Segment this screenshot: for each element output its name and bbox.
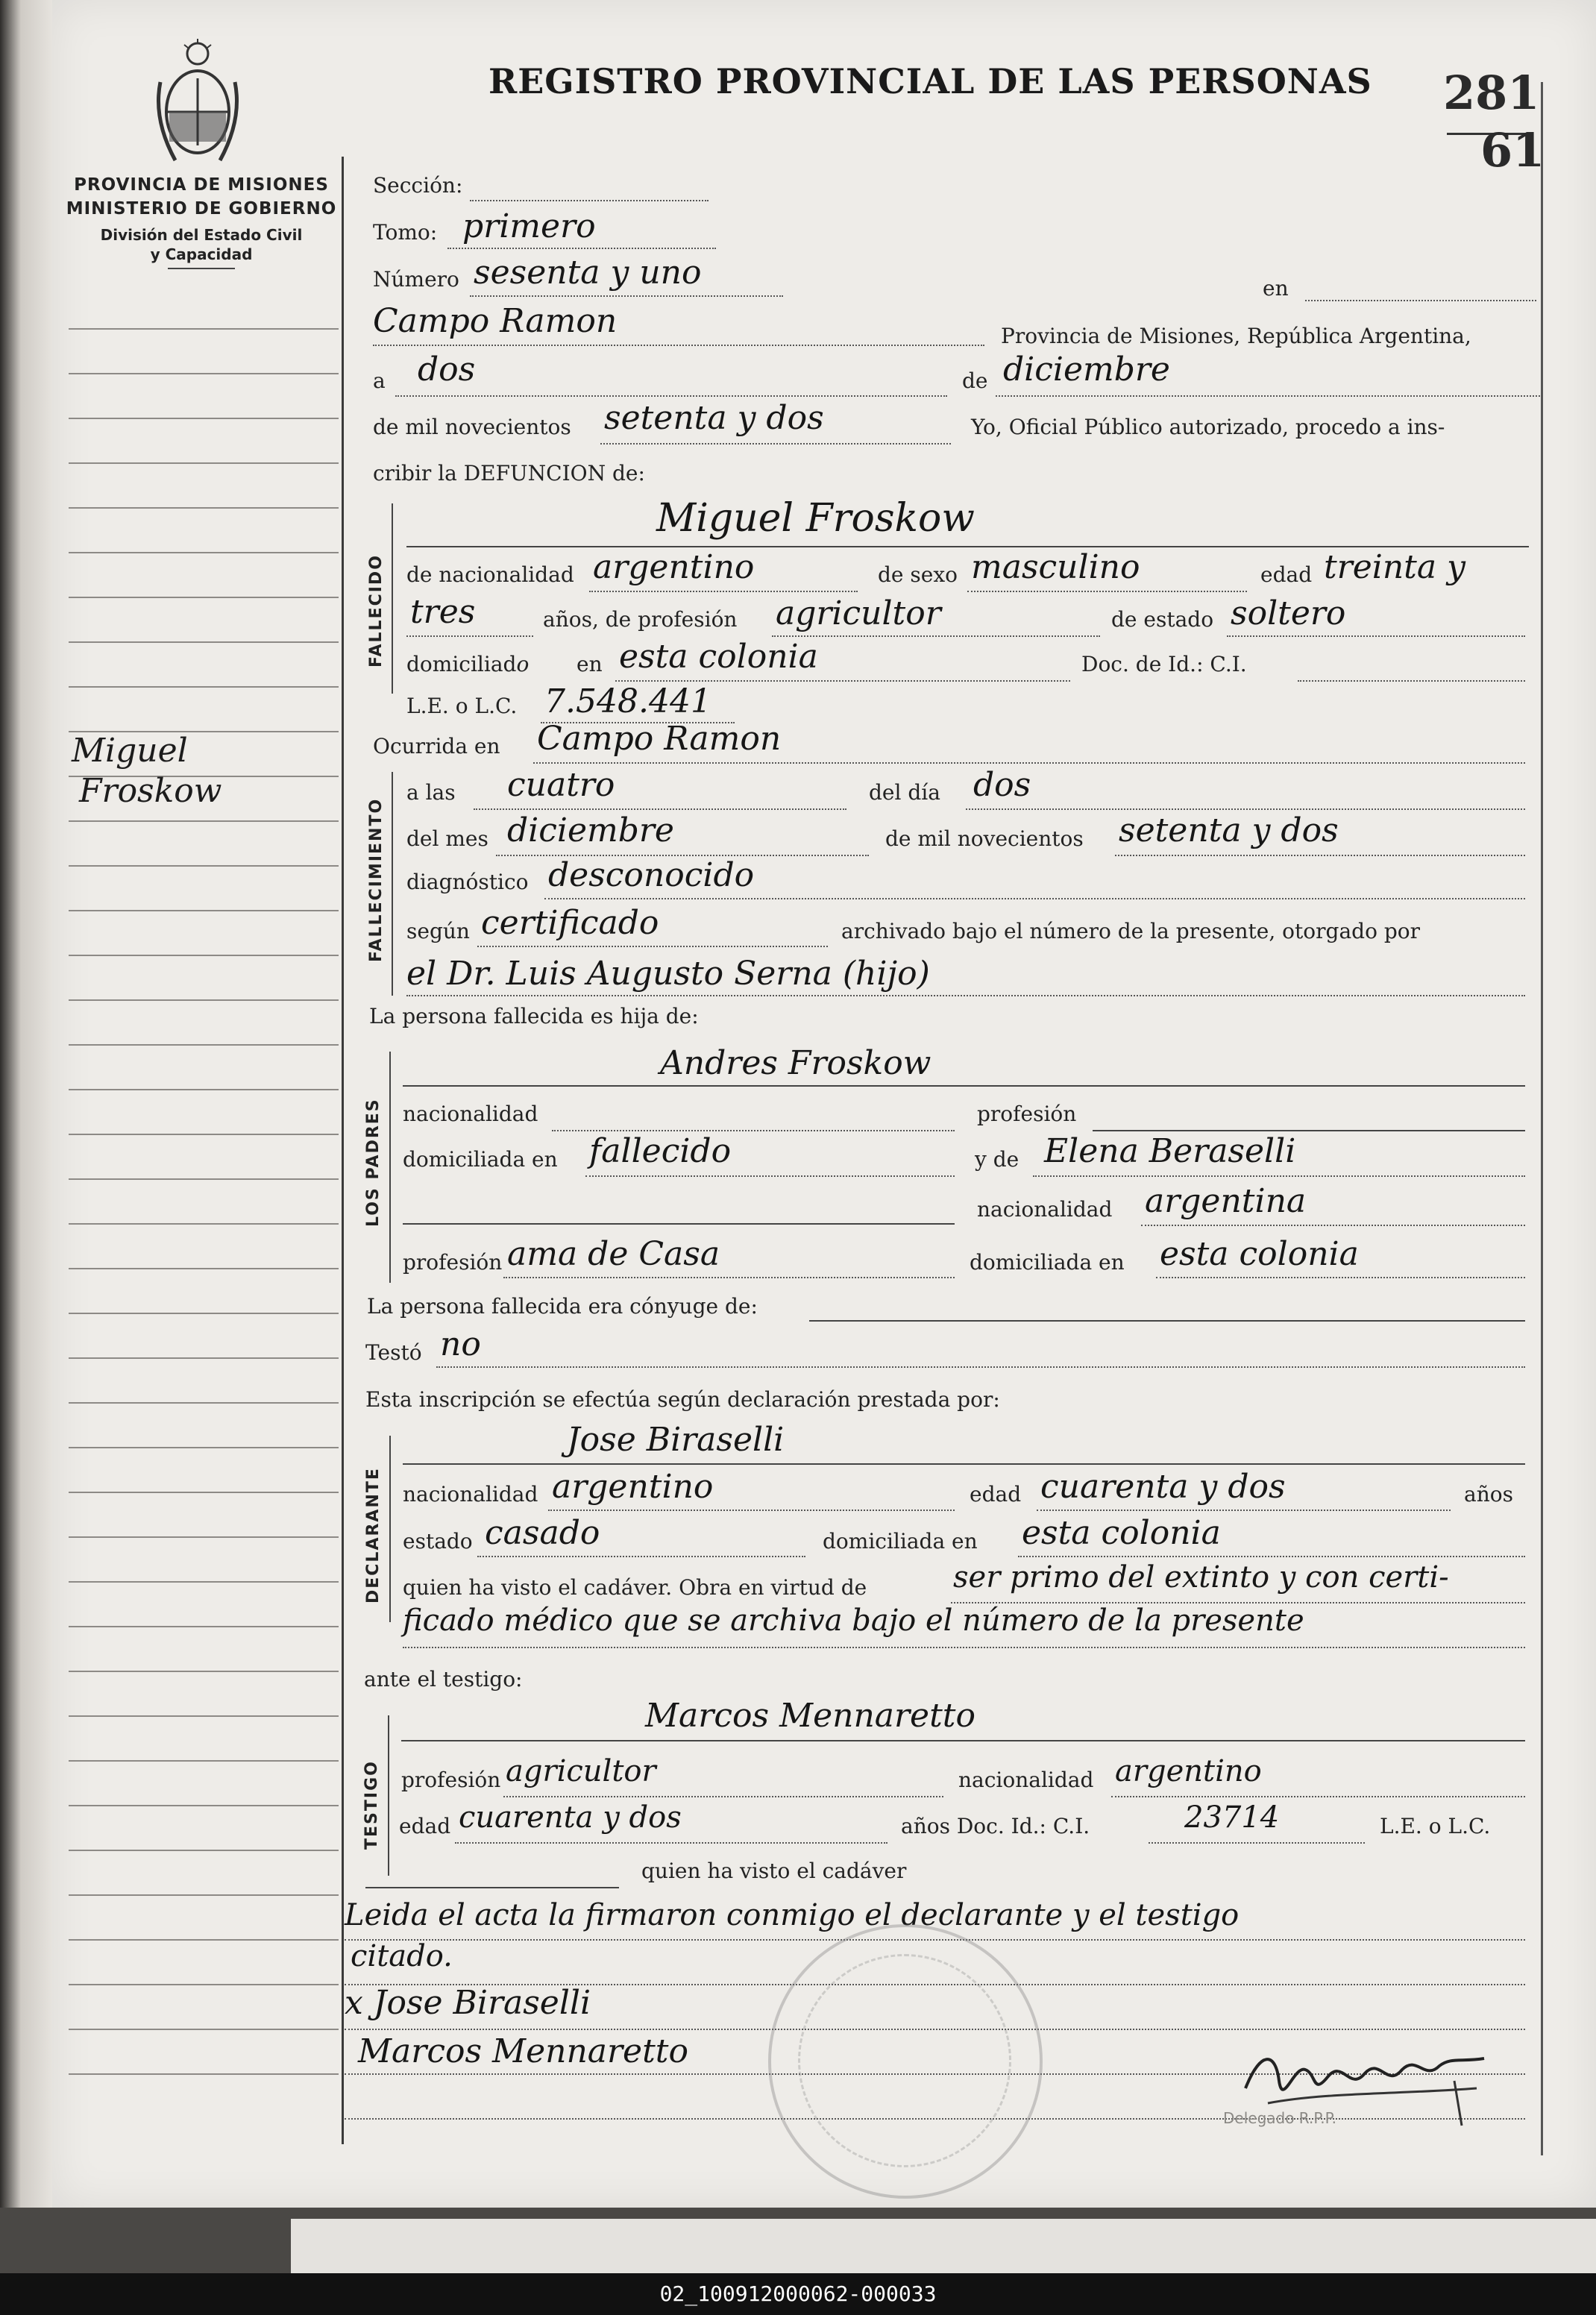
t-ci-value: 23714	[1184, 1800, 1280, 1835]
madre-domicilio-value: esta colonia	[1160, 1235, 1359, 1273]
margin-ruled-line	[69, 820, 339, 823]
estado-line	[1227, 635, 1525, 637]
decl-estado-value: casado	[485, 1514, 600, 1552]
province-name: PROVINCIA DE MISIONES	[74, 175, 329, 195]
otorgado-value: el Dr. Luis Augusto Serna (hijo)	[406, 955, 930, 993]
testo-label: Testó	[365, 1340, 422, 1365]
margin-ruled-line	[69, 1223, 339, 1225]
madre-domicilio-label: domiciliada en	[970, 1250, 1125, 1275]
domicilio-line	[615, 680, 1070, 682]
closing-text-1: Leida el acta la firmaron conmigo el declarante y el testigo	[345, 1898, 1240, 1932]
le-value: 7.548.441	[544, 682, 711, 720]
madre-extra-line	[403, 1223, 955, 1225]
tomo-line	[447, 248, 716, 249]
madre-nacionalidad-label: nacionalidad	[977, 1197, 1113, 1222]
margin-ruled-line	[69, 1536, 339, 1539]
margin-ruled-line	[69, 1850, 339, 1852]
official-seal-inner-ring	[798, 1954, 1011, 2167]
hora-line	[474, 808, 846, 810]
t-nacionalidad-line	[1111, 1796, 1525, 1797]
de-mil-2-label: de mil novecientos	[885, 826, 1084, 851]
margin-ruled-line	[69, 1089, 339, 1091]
decl-estado-line	[477, 1556, 805, 1557]
dia-line	[395, 395, 947, 397]
lugar-line	[373, 345, 984, 346]
edad-label: edad	[1260, 562, 1313, 587]
de-mil-label: de mil novecientos	[373, 415, 571, 439]
doc-id-line	[1298, 680, 1525, 682]
provincia-label: Provincia de Misiones, República Argentina,	[1001, 324, 1471, 348]
fdia-value: dos	[973, 766, 1031, 804]
argentine-coat-of-arms-icon	[153, 37, 242, 168]
testo-line	[436, 1366, 1525, 1368]
margin-ruled-line	[69, 507, 339, 509]
margin-ruled-line	[69, 1044, 339, 1046]
del-mes-label: del mes	[406, 826, 488, 851]
padre-nacionalidad-line	[552, 1130, 955, 1131]
obra-value-2: ficado médico que se archiva bajo el número de la presente	[403, 1603, 1304, 1638]
en-label: en	[1263, 276, 1289, 301]
column-divider	[342, 157, 344, 2144]
profesion-line	[772, 635, 1100, 637]
fdia-line	[966, 808, 1525, 810]
t-ci-line	[1149, 1842, 1365, 1844]
division-name: División del Estado Civil	[100, 226, 303, 244]
margin-ruled-line	[69, 910, 339, 912]
en-domicilio-label: en	[576, 652, 603, 676]
side-label-fallecimiento: FALLECIMIENTO	[367, 797, 386, 962]
issuing-office-header	[60, 175, 343, 269]
margin-ruled-line	[69, 597, 339, 599]
madre-value: Elena Beraselli	[1044, 1132, 1296, 1170]
margin-ruled-line	[69, 999, 339, 1002]
t-le-label: L.E. o L.C.	[1380, 1814, 1491, 1838]
diagnostico-line	[544, 898, 1525, 899]
t-anos-doc-label: años Doc. Id.: C.I.	[901, 1814, 1090, 1838]
en-line	[1305, 300, 1536, 301]
del-dia-label: del día	[869, 780, 940, 805]
margin-ruled-line	[69, 2029, 339, 2031]
numero-label: Número	[373, 267, 459, 292]
declarante-line	[403, 1463, 1525, 1465]
sexo-label: de sexo	[878, 562, 958, 587]
margin-ruled-lines	[69, 328, 339, 2126]
fanio-value: setenta y dos	[1119, 811, 1339, 849]
numero-line	[470, 295, 783, 297]
ocurrida-value: Campo Ramon	[537, 720, 782, 758]
decl-edad-line	[1037, 1510, 1451, 1511]
margin-ruled-line	[69, 1402, 339, 1404]
deceased-name: Miguel Froskow	[656, 496, 975, 541]
side-label-fallecido: FALLECIDO	[367, 554, 386, 668]
hija-de-label: La persona fallecida es hija de:	[369, 1004, 699, 1028]
seccion-line	[470, 200, 709, 201]
tomo-value: primero	[462, 207, 596, 245]
declarante-value: Jose Biraselli	[567, 1421, 785, 1459]
domiciliado-suffix: o	[516, 652, 530, 676]
fallecimiento-bracket	[392, 772, 393, 996]
margin-ruled-line	[69, 373, 339, 375]
y-de-label: y de	[975, 1147, 1020, 1172]
padre-value: Andres Froskow	[660, 1044, 931, 1082]
side-label-declarante: DECLARANTE	[364, 1467, 383, 1603]
margin-ruled-line	[69, 1357, 339, 1360]
right-border	[1541, 82, 1543, 2155]
inscribir-label: cribir la DEFUNCION de:	[373, 461, 645, 486]
ministry-name: MINISTERIO DE GOBIERNO	[66, 199, 337, 219]
margin-ruled-line	[69, 1805, 339, 1807]
madre-nacionalidad-value: argentina	[1145, 1182, 1307, 1220]
lugar-value: Campo Ramon	[373, 302, 618, 340]
margin-name-last: Froskow	[79, 772, 222, 810]
margin-ruled-line	[69, 865, 339, 867]
t-profesion-value: agricultor	[506, 1754, 656, 1788]
oficial-label: Yo, Oficial Público autorizado, procedo a ins-	[971, 415, 1445, 439]
margin-ruled-line	[69, 955, 339, 957]
anos-profesion-label: años, de profesión	[543, 607, 738, 632]
margin-ruled-line	[69, 686, 339, 688]
ocurrida-label: Ocurrida en	[373, 734, 500, 758]
diagnostico-label: diagnóstico	[406, 870, 529, 894]
margin-ruled-line	[69, 1134, 339, 1136]
a-label: a	[373, 368, 386, 393]
margin-ruled-line	[69, 1894, 339, 1897]
archivado-label: archivado bajo el número de la presente, otorgado por	[841, 919, 1420, 943]
stamp-text: Delegado R.P.P.	[1223, 2109, 1336, 2127]
padre-domicilio-line	[585, 1175, 955, 1177]
madre-profesion-label: profesión	[403, 1250, 503, 1275]
t-profesion-label: profesión	[401, 1768, 501, 1792]
decl-edad-value: cuarenta y dos	[1040, 1468, 1286, 1506]
side-label-testigo: TESTIGO	[362, 1760, 381, 1850]
edad-line-2	[406, 635, 533, 637]
t-extra-line	[365, 1887, 619, 1888]
estado-value: soltero	[1231, 594, 1346, 632]
dia-value: dos	[418, 351, 476, 389]
madre-domicilio-line	[1156, 1277, 1525, 1278]
testigo-signature: Marcos Mennaretto	[358, 2032, 688, 2070]
conyuge-line	[809, 1320, 1525, 1322]
anio-line	[600, 443, 951, 445]
closing-text-2: citado.	[351, 1939, 453, 1973]
de-label: de	[962, 368, 988, 393]
margin-ruled-line	[69, 1178, 339, 1181]
t-edad-label: edad	[399, 1814, 451, 1838]
seccion-label: Sección:	[373, 173, 463, 198]
sexo-line	[967, 591, 1247, 592]
padre-nacionalidad-label: nacionalidad	[403, 1102, 538, 1126]
madre-nacionalidad-line	[1141, 1225, 1525, 1226]
quien-visto-label: quien ha visto el cadáver. Obra en virtud de	[403, 1575, 867, 1600]
margin-ruled-line	[69, 1939, 339, 1941]
inscripcion-label: Esta inscripción se efectúa según declaración prestada por:	[365, 1387, 1000, 1412]
fanio-line	[1115, 855, 1525, 856]
division-name-2: y Capacidad	[150, 245, 253, 263]
t-nacionalidad-label: nacionalidad	[958, 1768, 1094, 1792]
declarante-signature: x Jose Biraselli	[345, 1984, 591, 2022]
margin-name-first: Miguel	[72, 732, 188, 770]
nacionalidad-value: argentino	[593, 548, 755, 586]
name-line	[406, 546, 1529, 547]
quien-visto-2-label: quien ha visto el cadáver	[641, 1859, 907, 1883]
testigo-line	[401, 1740, 1525, 1741]
margin-ruled-line	[69, 1715, 339, 1718]
ante-testigo-label: ante el testigo:	[364, 1667, 523, 1692]
decl-nacionalidad-label: nacionalidad	[403, 1482, 538, 1507]
segun-value: certificado	[481, 904, 659, 942]
nacionalidad-label: de nacionalidad	[406, 562, 574, 587]
obra-value-1: ser primo del extinto y con certi-	[953, 1560, 1449, 1595]
header-rule	[168, 268, 235, 269]
decl-domicilio-label: domiciliada en	[823, 1529, 978, 1554]
margin-ruled-line	[69, 418, 339, 420]
page-title: REGISTRO PROVINCIAL DE LAS PERSONAS	[488, 61, 1372, 101]
testigo-value: Marcos Mennaretto	[645, 1697, 975, 1735]
domicilio-value: esta colonia	[619, 638, 818, 676]
margin-ruled-line	[69, 328, 339, 330]
acta-number-top: 281	[1443, 66, 1540, 120]
decl-nacionalidad-value: argentino	[552, 1468, 714, 1506]
padre-line	[403, 1085, 1525, 1087]
margin-annotation	[72, 731, 266, 811]
decl-anos-label: años	[1464, 1482, 1513, 1507]
testigo-bracket	[388, 1715, 389, 1876]
margin-ruled-line	[69, 552, 339, 554]
acta-number-bottom: 61	[1480, 123, 1545, 178]
fmes-value: diciembre	[507, 811, 674, 849]
decl-domicilio-value: esta colonia	[1022, 1514, 1221, 1552]
t-edad-line	[455, 1842, 887, 1844]
otorgado-line	[406, 995, 1525, 996]
edad-value-1: treinta y	[1324, 548, 1465, 586]
numero-value: sesenta y uno	[474, 254, 702, 292]
obra-line-2	[403, 1647, 1525, 1648]
declarante-bracket	[389, 1436, 391, 1622]
edad-value-2: tres	[410, 593, 476, 631]
t-nacionalidad-value: argentino	[1115, 1754, 1262, 1788]
padre-domicilio-label: domiciliada en	[403, 1147, 558, 1172]
decl-edad-label: edad	[970, 1482, 1022, 1507]
le-lc-label: L.E. o L.C.	[406, 694, 518, 718]
margin-ruled-line	[69, 1313, 339, 1315]
madre-profesion-line	[503, 1277, 955, 1278]
t-profesion-line	[503, 1796, 943, 1797]
segun-label: según	[406, 919, 470, 943]
conyuge-label: La persona fallecida era cónyuge de:	[367, 1294, 758, 1319]
estado-label: de estado	[1111, 607, 1214, 632]
margin-ruled-line	[69, 1984, 339, 1986]
nacionalidad-line	[589, 591, 858, 592]
mes-line	[996, 395, 1540, 397]
margin-ruled-line	[69, 641, 339, 644]
hora-value: cuatro	[507, 766, 615, 804]
sexo-value: masculino	[971, 548, 1140, 586]
tomo-label: Tomo:	[373, 220, 438, 245]
image-identifier: 02_100912000062-000033	[0, 2273, 1596, 2315]
margin-ruled-line	[69, 1447, 339, 1449]
margin-ruled-line	[69, 1492, 339, 1494]
t-edad-value: cuarenta y dos	[459, 1800, 682, 1835]
fallecido-bracket	[392, 503, 393, 694]
margin-ruled-line	[69, 2073, 339, 2076]
domiciliado-label	[406, 652, 529, 676]
margin-ruled-line	[69, 1581, 339, 1583]
padres-bracket	[389, 1052, 391, 1283]
book-binding-edge	[0, 0, 52, 2208]
anio-value: setenta y dos	[604, 399, 824, 437]
padre-profesion-line	[1093, 1130, 1525, 1131]
side-label-padres: LOS PADRES	[364, 1098, 383, 1227]
madre-profesion-value: ama de Casa	[507, 1235, 720, 1273]
decl-estado-label: estado	[403, 1529, 473, 1554]
margin-ruled-line	[69, 1760, 339, 1762]
domiciliado-text: domiciliad	[406, 652, 517, 676]
padre-domicilio-value: fallecido	[589, 1132, 732, 1170]
mes-value: diciembre	[1003, 351, 1170, 389]
decl-nacionalidad-line	[548, 1510, 955, 1511]
testo-value: no	[440, 1325, 481, 1363]
padre-profesion-label: profesión	[977, 1102, 1077, 1126]
ocurrida-line	[533, 762, 1525, 764]
segun-line	[477, 946, 828, 947]
margin-ruled-line	[69, 1268, 339, 1270]
madre-line	[1033, 1175, 1525, 1177]
page-below	[291, 2219, 1596, 2275]
margin-ruled-line	[69, 1671, 339, 1673]
diagnostico-value: desconocido	[548, 856, 755, 894]
doc-id-label: Doc. de Id.: C.I.	[1081, 652, 1247, 676]
a-las-label: a las	[406, 780, 456, 805]
margin-ruled-line	[69, 1626, 339, 1628]
profesion-value: agricultor	[776, 594, 941, 632]
decl-domicilio-line	[1018, 1556, 1525, 1557]
margin-ruled-line	[69, 462, 339, 465]
